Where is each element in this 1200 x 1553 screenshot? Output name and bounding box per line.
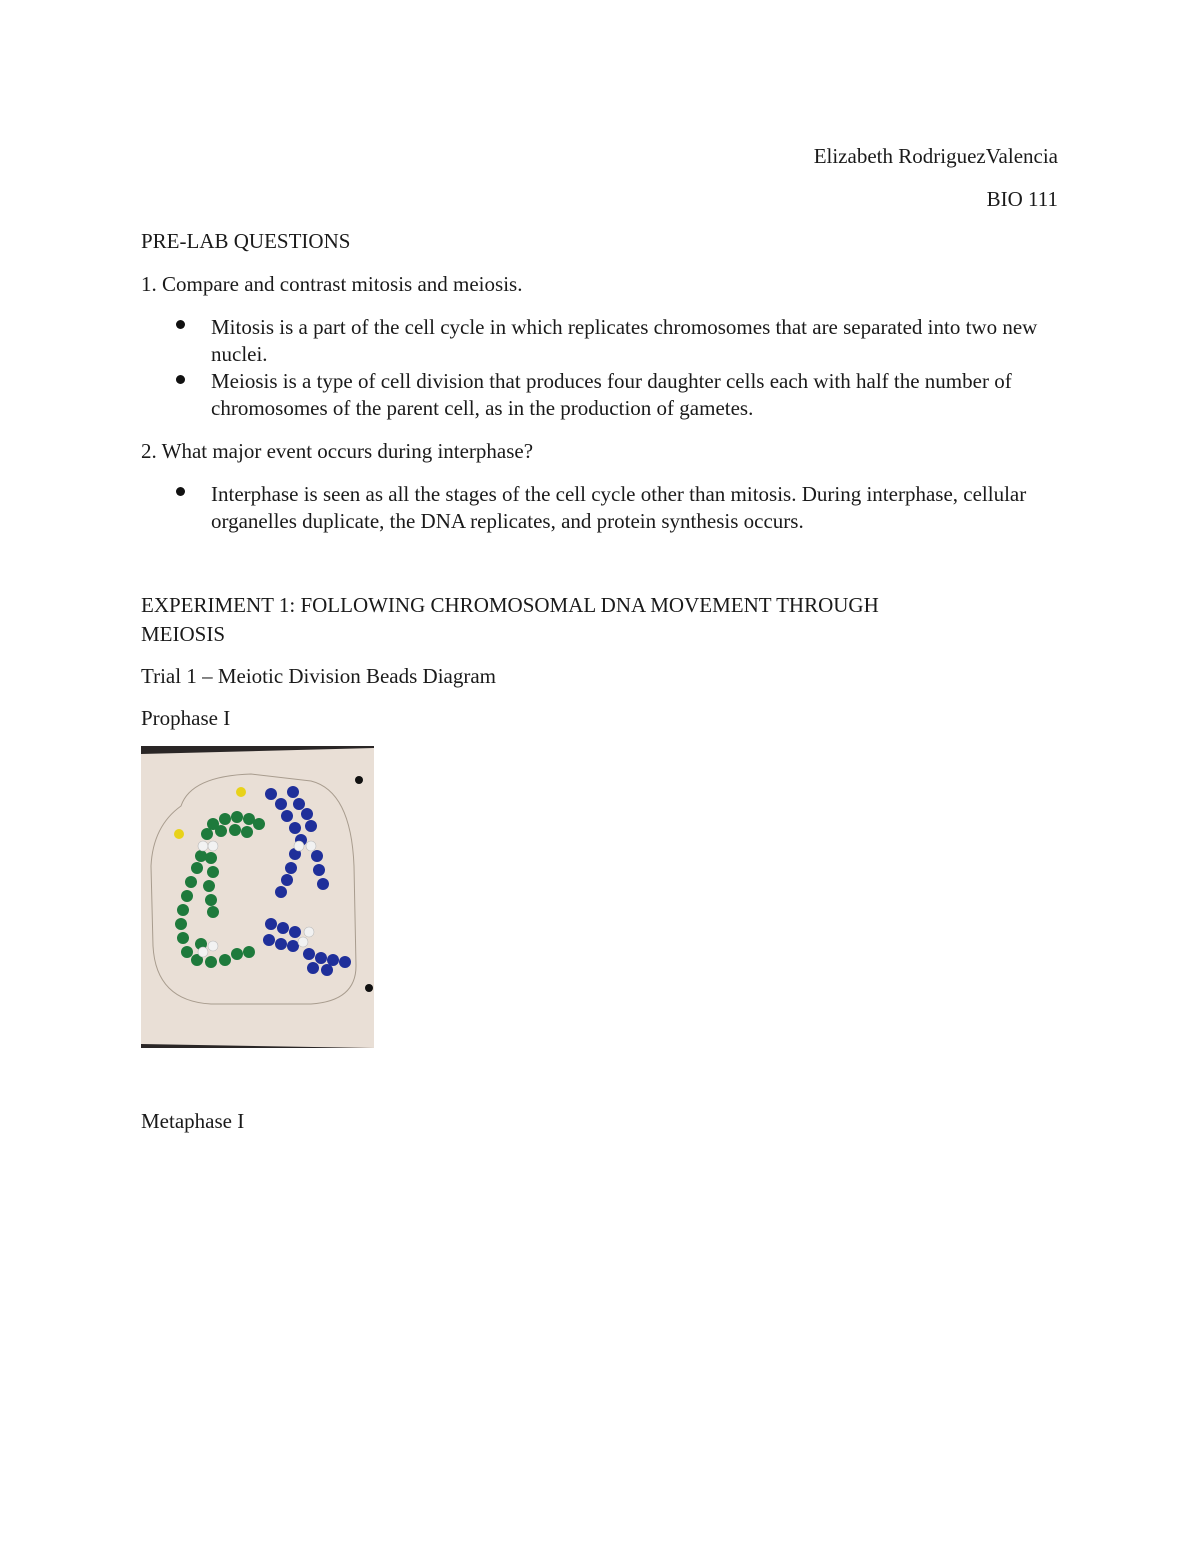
prophase-label: Prophase I <box>141 706 231 730</box>
bullet-icon <box>176 487 185 496</box>
q2-bullet-1: Interphase is seen as all the stages of the cell cycle other than mitosis. During interphase, cellular organelles duplicate, the DNA replicates, and protein synthesis occurs. <box>211 482 1027 533</box>
bullet-icon <box>176 375 185 384</box>
bead-diagram-photo <box>141 746 374 1048</box>
bullet-icon <box>176 320 185 329</box>
q1-bullet-2: Meiosis is a type of cell division that produces four daughter cells each with half the number of chromosomes of the parent cell, as in the production of gametes. <box>211 369 1012 420</box>
trial-title: Trial 1 – Meiotic Division Beads Diagram <box>141 664 497 688</box>
prelab-heading: PRE-LAB QUESTIONS <box>141 229 351 253</box>
course-code: BIO 111 <box>986 187 1058 211</box>
author-name: Elizabeth RodriguezValencia <box>813 144 1058 168</box>
experiment-heading-line2: MEIOSIS <box>141 622 226 646</box>
question-1: 1. Compare and contrast mitosis and meiosis. <box>141 272 523 296</box>
metaphase-label: Metaphase I <box>141 1109 245 1133</box>
question-2: 2. What major event occurs during interphase? <box>141 439 534 463</box>
q1-bullet-1: Mitosis is a part of the cell cycle in which replicates chromosomes that are separated into two new nuclei. <box>211 315 1038 366</box>
experiment-heading-line1: EXPERIMENT 1: FOLLOWING CHROMOSOMAL DNA MOVEMENT THROUGH <box>141 593 879 617</box>
